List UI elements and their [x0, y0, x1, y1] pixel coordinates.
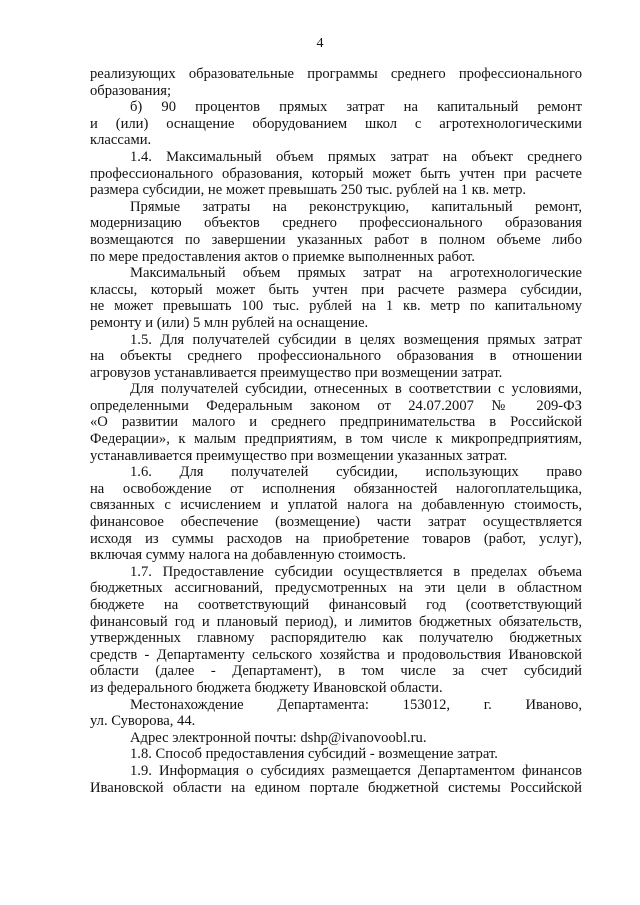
text-line: связанных с исчислением и уплатой налога на добавленную стоимость,	[90, 497, 582, 514]
text-line: из федерального бюджета бюджету Ивановской области.	[90, 679, 443, 696]
text-line: финансовое обеспечение (возмещение) части затрат осуществляется	[90, 514, 582, 531]
text-line: бюджете на соответствующий финансовый год (соответствующий	[90, 597, 582, 613]
text-line: 1.5. Для получателей субсидии в целях возмещения прямых затрат	[130, 331, 582, 348]
text-line: Федерации», к малым предприятиям, в том числе к микропредприятиям,	[90, 431, 582, 448]
text-line: исходя из суммы расходов на приобретение товаров (работ, услуг),	[90, 530, 582, 547]
text-line: «О развитии малого и среднего предпринимательства в Российской	[90, 414, 582, 431]
text-line: средств - Департаменту сельского хозяйства и продовольствия Ивановской	[90, 646, 582, 663]
text-line: реализующих образовательные программы среднего профессионального	[90, 66, 582, 82]
text-line: профессионального образования, который может быть учтен при расчете	[90, 165, 582, 182]
text-line: устанавливается преимущество при возмещении указанных затрат.	[90, 447, 508, 464]
text-line: размера субсидии, не может превышать 250 тыс. рублей на 1 кв. метр.	[90, 182, 527, 199]
text-line: Местонахождение Департамента: 153012, г. Иваново,	[130, 696, 582, 713]
text-line: и (или) оснащение оборудованием школ с агротехнологическими	[90, 115, 582, 132]
text-line: определенными Федеральным законом от 24.07.2007 № 209-ФЗ	[90, 397, 582, 414]
text-line: ул. Суворова, 44.	[90, 713, 196, 730]
document-body	[90, 66, 582, 796]
text-line: Для получателей субсидии, отнесенных в соответствии с условиями,	[130, 381, 582, 398]
text-line: на объекты среднего профессионального образования в отношении	[90, 348, 582, 365]
text-line: 1.4. Максимальный объем прямых затрат на объект среднего	[130, 148, 582, 165]
text-line: б) 90 процентов прямых затрат на капитальный ремонт	[130, 99, 582, 116]
text-line: Адрес электронной почты: dshp@ivanovoobl.ru.	[130, 729, 427, 746]
text-line: классами.	[90, 132, 152, 149]
text-line: утвержденных главному распорядителю как получателю бюджетных	[90, 630, 582, 647]
text-line: классы, который может быть учтен при расчете размера субсидии,	[90, 281, 582, 298]
text-line: 1.7. Предоставление субсидии осуществляется в пределах объема	[130, 563, 582, 580]
text-line: включая сумму налога на добавленную стоимость.	[90, 547, 407, 564]
text-line: 1.8. Способ предоставления субсидий - возмещение затрат.	[130, 746, 498, 763]
text-line: Ивановской области на едином портале бюджетной системы Российской	[90, 779, 582, 796]
text-line: бюджетных ассигнований, предусмотренных на эти цели в областном	[90, 580, 582, 597]
text-line: модернизацию объектов среднего профессионального образования	[90, 215, 582, 232]
text-line: области (далее - Департамент), в том числе за счет субсидий	[90, 663, 582, 680]
text-line: ремонту и (или) 5 млн рублей на оснащение.	[90, 314, 369, 331]
text-line: 1.9. Информация о субсидиях размещается Департаментом финансов	[130, 762, 582, 779]
text-line: агровузов устанавливается преимущество при возмещении затрат.	[90, 364, 503, 381]
page-number: 4	[316, 36, 324, 51]
text-line: Прямые затраты на реконструкцию, капитальный ремонт,	[130, 198, 582, 215]
text-line: образования;	[90, 82, 172, 99]
text-line: Максимальный объем прямых затрат на агротехнологические	[130, 265, 582, 282]
text-line: 1.6. Для получателей субсидии, использующих право	[130, 464, 582, 481]
text-line: финансовый год и плановый период), и лимитов бюджетных обязательств,	[90, 613, 582, 630]
text-line: по мере предоставления актов о приемке выполненных работ.	[90, 248, 475, 265]
text-line: возмещаются по завершении указанных работ в полном объеме либо	[90, 231, 582, 248]
text-line: не может превышать 100 тыс. рублей на 1 кв. метр по капитальному	[90, 298, 582, 315]
text-line: на освобождение от исполнения обязанностей налогоплательщика,	[90, 480, 582, 497]
